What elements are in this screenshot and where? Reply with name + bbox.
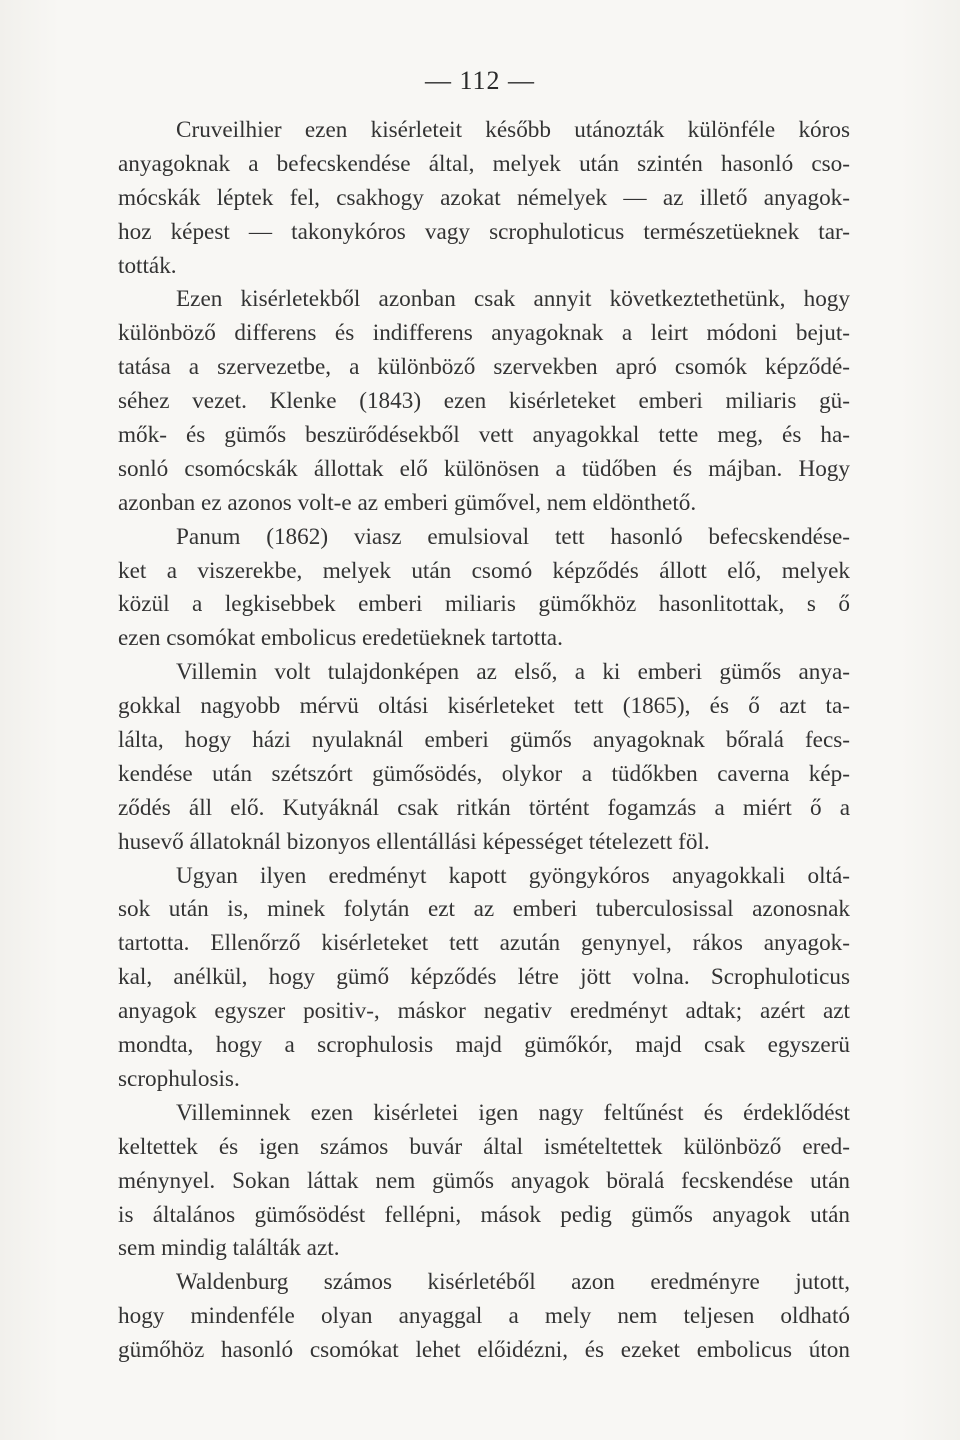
text-line: kendése után szétszórt gümősödés, olykor a tüdőkben caverna kép- <box>118 760 850 787</box>
text-line: tották. <box>118 252 177 279</box>
text-line: gümőhöz hasonló csomókat lehet előidézni, és ezeket embolicus úton <box>118 1337 850 1364</box>
text-line: lálta, hogy házi nyulaknál emberi gümős anyagoknak bőralá fecs- <box>118 727 850 754</box>
text-line: mők- és gümős beszürődésekből vett anyagokkal tette meg, és ha- <box>118 422 850 449</box>
body-text <box>118 114 850 1368</box>
text-line: sok után is, minek folytán ezt az emberi tuberculosissal azonosnak <box>118 896 850 923</box>
text-line: séhez vezet. Klenke (1843) ezen kisérleteket emberi miliaris gü- <box>118 388 850 415</box>
text-line: Villemin volt tulajdonképen az első, a ki emberi gümős anya- <box>176 659 850 686</box>
text-line: Villeminnek ezen kisérletei igen nagy feltűnést és érdeklődést <box>176 1099 850 1126</box>
text-line: mondta, hogy a scrophulosis majd gümőkór, majd csak egyszerü <box>118 1032 850 1059</box>
text-line: Ezen kisérletekből azonban csak annyit következtethetünk, hogy <box>176 286 850 313</box>
text-line: kal, anélkül, hogy gümő képződés létre jött volna. Scrophuloticus <box>118 964 850 991</box>
text-line: közül a legkisebbek emberi miliaris gümőkhöz hasonlitottak, s ő <box>118 591 850 618</box>
text-line: Ugyan ilyen eredményt kapott gyöngykóros anyagokkali oltá- <box>176 862 850 889</box>
text-line: ket a viszerekbe, melyek után csomó képződés állott elő, melyek <box>118 557 850 584</box>
text-line: is általános gümősödést fellépni, mások pedig gümős anyagok után <box>118 1201 850 1228</box>
text-line: hoz képest — takonykóros vagy scrophuloticus természetüeknek tar- <box>118 218 850 245</box>
text-line: ezen csomókat embolicus eredetüeknek tartotta. <box>118 625 563 652</box>
page-number: — 112 — <box>424 66 536 95</box>
text-line: ződés áll elő. Kutyáknál csak ritkán történt fogamzás a miért ő a <box>118 794 850 821</box>
text-line: sonló csomócskák állottak elő különösen a tüdőben és májban. Hogy <box>118 455 850 482</box>
text-line: gokkal nagyobb mérvü oltási kisérleteket tett (1865), és ő azt ta- <box>118 693 850 720</box>
text-line: mócskák léptek fel, csakhogy azokat némelyek — az illető anyagok- <box>118 184 850 211</box>
text-line: scrophulosis. <box>118 1065 240 1092</box>
text-line: Waldenburg számos kisérletéből azon eredményre jutott, <box>176 1269 850 1296</box>
text-line: anyagoknak a befecskendése által, melyek után szintén hasonló cso- <box>118 150 850 177</box>
text-line: anyagok egyszer positiv-, máskor negativ eredményt adtak; azért azt <box>118 998 850 1025</box>
text-line: ménynyel. Sokan láttak nem gümős anyagok böralá fecskendése után <box>118 1167 850 1194</box>
text-line: husevő állatoknál bizonyos ellentállási képességet tételezett föl. <box>118 828 710 855</box>
text-line: tatása a szervezetbe, a különböző szervekben apró csomók képződé- <box>118 354 850 381</box>
text-line: keltettek és igen számos buvár által ismételtettek különböző ered- <box>118 1133 850 1160</box>
text-line: Panum (1862) viasz emulsioval tett hasonló befecskendése- <box>176 523 850 550</box>
text-line: hogy mindenféle olyan anyaggal a mely nem teljesen oldható <box>118 1303 850 1330</box>
text-line: tartotta. Ellenőrző kisérleteket tett azután genynyel, rákos anyagok- <box>118 930 850 957</box>
text-line: sem mindig találták azt. <box>118 1235 340 1262</box>
text-line: Cruveilhier ezen kisérleteit később utánozták különféle kóros <box>176 117 850 143</box>
text-line: azonban ez azonos volt-e az emberi gümővel, nem eldönthető. <box>118 489 697 516</box>
text-line: különböző differens és indifferens anyagoknak a leirt módoni bejut- <box>118 320 850 347</box>
